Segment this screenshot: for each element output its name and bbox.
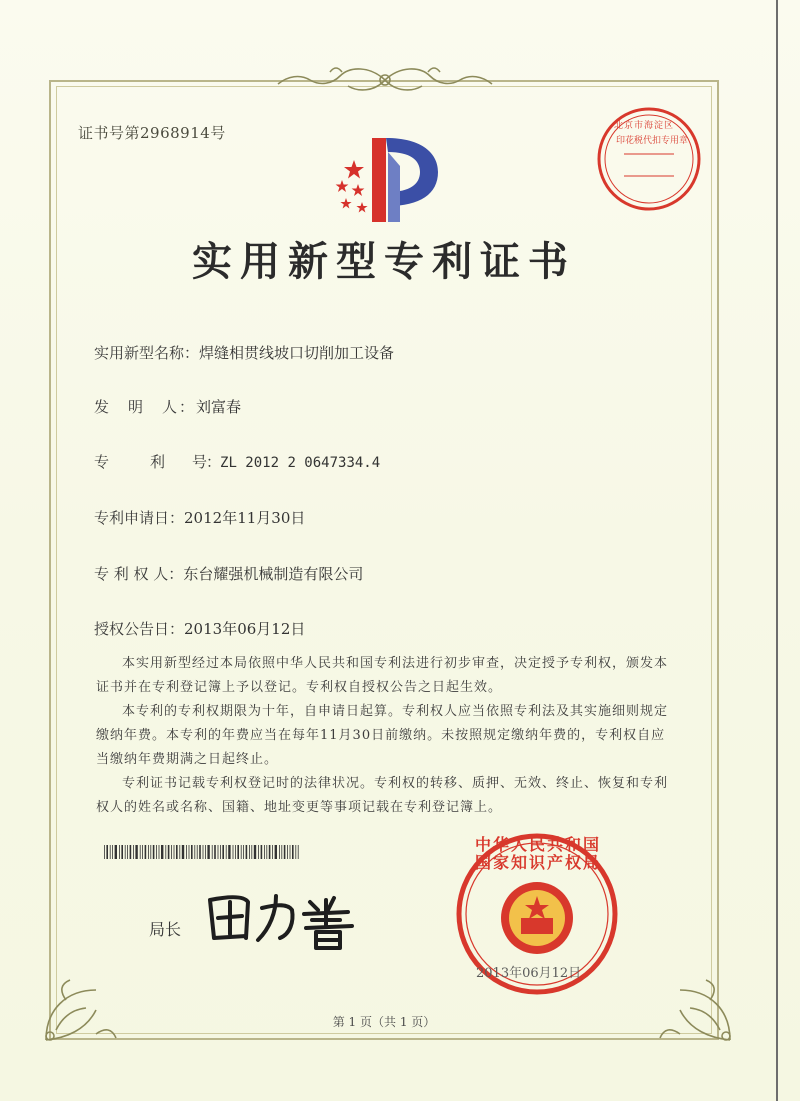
barcode-bar xyxy=(254,845,256,859)
barcode-bar xyxy=(150,845,151,859)
barcode-bar xyxy=(161,845,163,859)
field-value: 2013年06月12日 xyxy=(184,620,306,638)
barcode-bar xyxy=(258,845,259,859)
field-patentee xyxy=(94,563,363,584)
barcode-bar xyxy=(264,845,265,859)
barcode-bar xyxy=(171,845,172,859)
field-label: 授权公告日： xyxy=(94,620,185,638)
barcode-bar xyxy=(189,845,190,859)
field-label: 专 利 权 人： xyxy=(94,565,184,583)
field-label: 实用新型名称： xyxy=(94,344,200,362)
barcode-bar xyxy=(194,845,195,859)
field-value: 焊缝相贯线坡口切削加工设备 xyxy=(199,344,395,362)
barcode-bar xyxy=(292,845,294,859)
barcode-bar xyxy=(295,845,296,859)
barcode-bar xyxy=(290,845,291,859)
barcode-bar xyxy=(275,845,277,859)
barcode-bar xyxy=(191,845,193,859)
body-paragraph: 本实用新型经过本局依照中华人民共和国专利法进行初步审查，决定授予专利权，颁发本证书并在专利登记簿上予以登记。专利权自授权公告之日起生效。 xyxy=(96,656,669,695)
director-label: 局长 xyxy=(149,920,182,939)
barcode-bar xyxy=(207,845,209,859)
barcode-bar xyxy=(220,845,221,859)
barcode-bar xyxy=(266,845,267,859)
barcode-bar xyxy=(226,845,227,859)
certificate-number: 证书号第2968914号 xyxy=(78,124,226,142)
field-utility-model-name xyxy=(94,342,394,363)
barcode-bar xyxy=(130,845,132,859)
barcode-bar xyxy=(115,845,117,859)
barcode-bar xyxy=(135,845,137,859)
barcode-bar xyxy=(272,845,273,859)
page-number: 第 1 页（共 1 页） xyxy=(332,1015,436,1029)
barcode-bar xyxy=(179,845,180,859)
barcode-bar xyxy=(176,845,178,859)
barcode-bar xyxy=(145,845,147,859)
body-paragraph: 专利证书记载专利权登记时的法律状况。专利权的转移、质押、无效、终止、恢复和专利权人的姓名或名称、国籍、地址变更等事项记载在专利登记簿上。 xyxy=(96,776,669,815)
barcode-bar xyxy=(233,845,234,859)
barcode-bar xyxy=(121,845,123,859)
barcode-bar xyxy=(148,845,149,859)
barcode-bar xyxy=(261,845,263,859)
barcode-icon xyxy=(104,845,300,859)
barcode-bar xyxy=(165,845,166,859)
barcode-bar xyxy=(106,845,108,859)
field-value: 2012年11月30日 xyxy=(184,509,306,527)
field-value: 东台耀强机械制造有限公司 xyxy=(183,565,364,583)
barcode-bar xyxy=(182,845,184,859)
tax-seal-inner-text: 印花税代扣专用章 xyxy=(616,136,689,146)
barcode-bar xyxy=(186,845,187,859)
field-value: ZL 2012 2 0647334.4 xyxy=(220,455,381,471)
field-grant-date xyxy=(94,618,305,639)
barcode-bar xyxy=(249,845,250,859)
corner-ornament-left-icon xyxy=(36,960,126,1050)
barcode-bar xyxy=(142,845,143,859)
barcode-bar xyxy=(112,845,113,859)
barcode-bar xyxy=(156,845,157,859)
director-signature-icon xyxy=(200,882,370,952)
seal-date: 2013年06月12日 xyxy=(476,966,582,981)
barcode-bar xyxy=(197,845,198,859)
barcode-bar xyxy=(199,845,201,859)
barcode-bar xyxy=(251,845,252,859)
barcode-bar xyxy=(127,845,128,859)
barcode-bar xyxy=(133,845,134,859)
barcode-bar xyxy=(279,845,280,859)
barcode-bar xyxy=(104,845,105,859)
barcode-bar xyxy=(237,845,239,859)
barcode-bar xyxy=(212,845,213,859)
scan-edge xyxy=(776,0,778,1101)
field-label: 专利申请日： xyxy=(94,509,185,527)
seal-circle-text: 中华人民共和国国家知识产权局 xyxy=(474,835,601,872)
barcode-bar xyxy=(269,845,271,859)
barcode-bar xyxy=(203,845,204,859)
barcode-bar xyxy=(125,845,126,859)
barcode-bar xyxy=(287,845,288,859)
barcode-bar xyxy=(243,845,244,859)
barcode-bar xyxy=(119,845,120,859)
barcode-bar xyxy=(140,845,141,859)
barcode-bar xyxy=(218,845,219,859)
barcode-bar xyxy=(281,845,282,859)
field-inventor xyxy=(94,396,241,417)
certificate-body-text xyxy=(96,652,676,820)
barcode-bar xyxy=(241,845,242,859)
barcode-bar xyxy=(153,845,155,859)
barcode-bar xyxy=(168,845,170,859)
field-value: 刘富春 xyxy=(196,398,242,416)
body-paragraph: 本专利的专利权期限为十年，自申请日起算。专利权人应当依照专利法及其实施细则规定缴纳年费。本专利的年费应当在每年11月30日前缴纳。未按照规定缴纳年费的，专利权自应当缴纳年费期满之日起终止。 xyxy=(96,704,669,767)
corner-ornament-right-icon xyxy=(650,960,740,1050)
top-ornament-icon xyxy=(270,62,500,98)
barcode-bar xyxy=(235,845,236,859)
barcode-bar xyxy=(284,845,286,859)
barcode-bar xyxy=(222,845,224,859)
tax-seal-text: 北京市海淀区 xyxy=(614,121,675,131)
barcode-bar xyxy=(110,845,111,859)
barcode-bar xyxy=(246,845,248,859)
barcode-bar xyxy=(205,845,206,859)
field-patent-number xyxy=(94,451,380,472)
barcode-bar xyxy=(214,845,216,859)
patent-office-logo-icon xyxy=(328,132,444,226)
field-label: 专 利 号： xyxy=(94,453,221,471)
barcode-bar xyxy=(159,845,160,859)
barcode-bar xyxy=(298,845,299,859)
barcode-bar xyxy=(228,845,230,859)
field-label: 发 明 人： xyxy=(94,398,197,416)
page-title: 实用新型专利证书 xyxy=(192,238,576,285)
barcode-bar xyxy=(174,845,175,859)
field-application-date xyxy=(94,507,305,528)
